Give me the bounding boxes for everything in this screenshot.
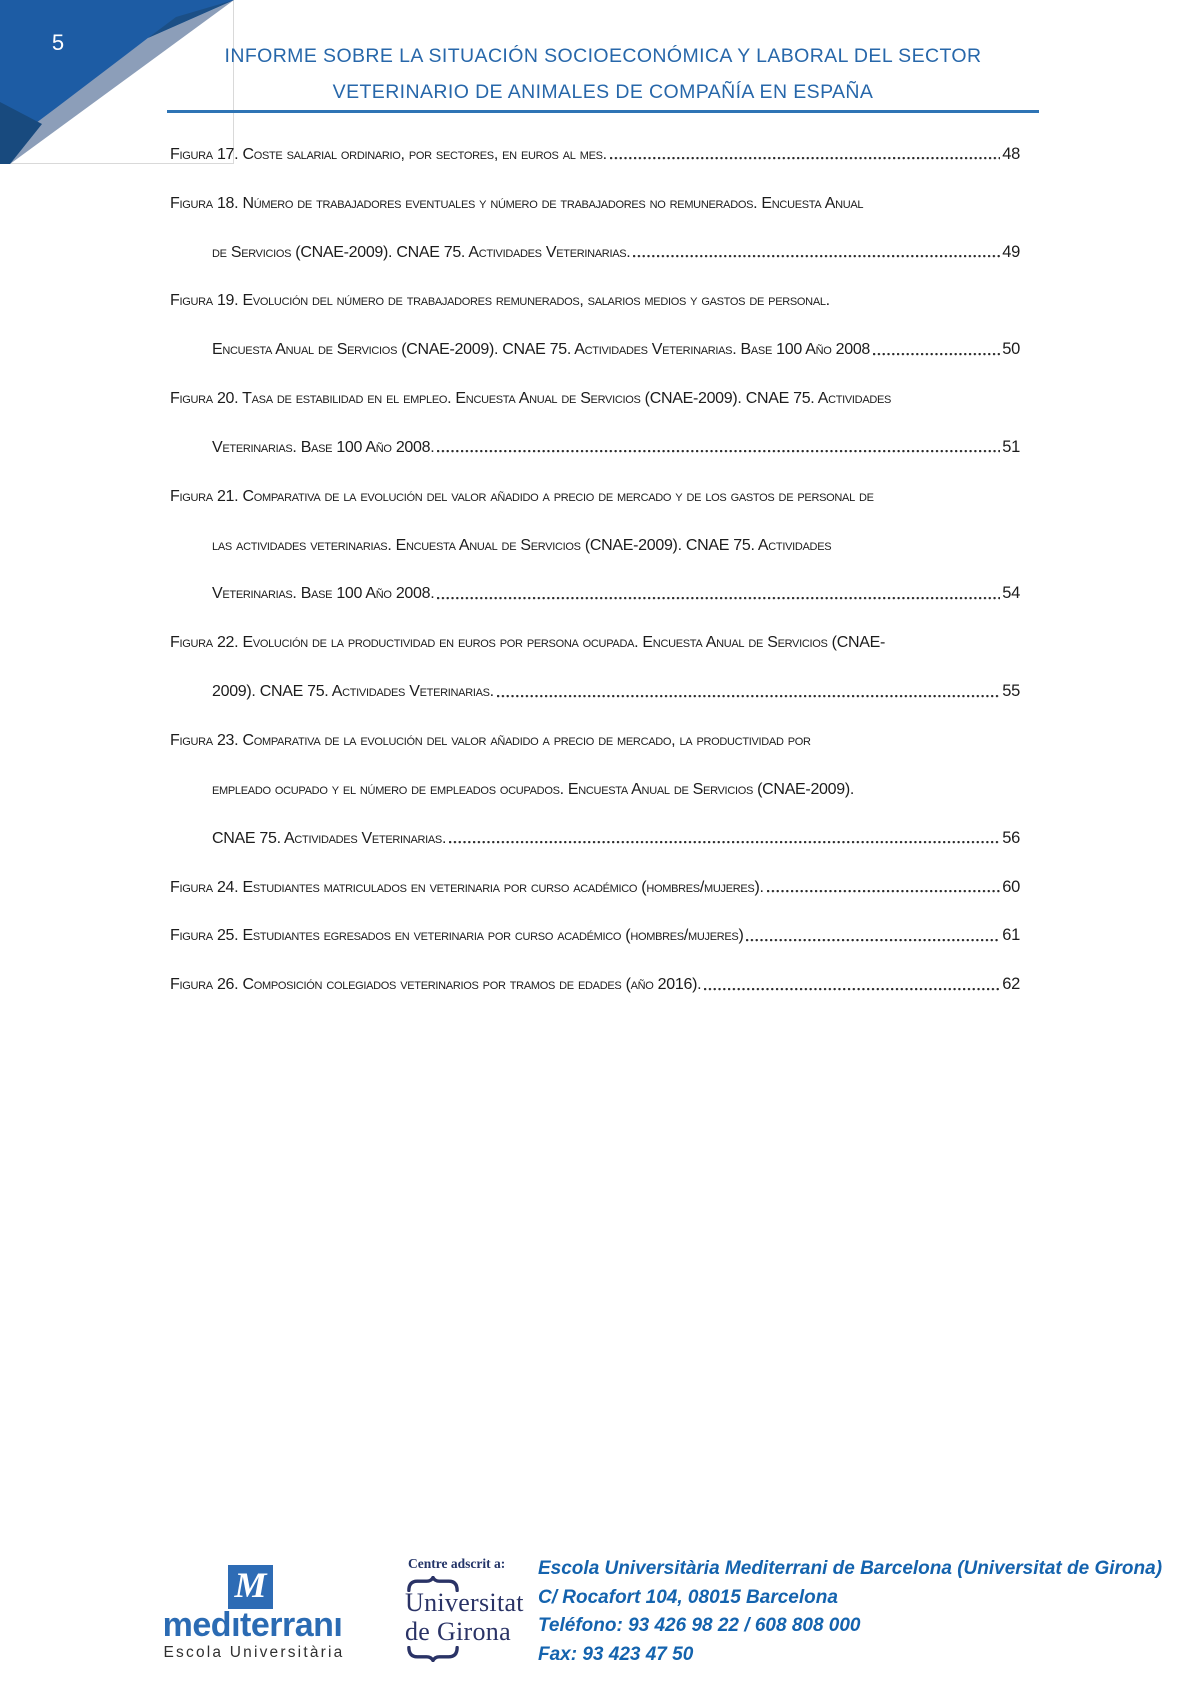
report-header bbox=[167, 0, 1039, 113]
toc-line bbox=[170, 799, 1020, 848]
toc-line bbox=[170, 262, 1020, 311]
dot-leader bbox=[610, 154, 1000, 164]
toc-entry-text: Figura 21. Comparativa de la evolución del valor añadido a precio de mercado y de los gastos de personal de bbox=[170, 487, 874, 505]
toc-line bbox=[170, 555, 1020, 604]
toc-entry-text: 2009). CNAE 75. Actividades Veterinarias. bbox=[212, 683, 494, 701]
udg-name-line1: Universitat bbox=[405, 1588, 524, 1617]
toc-page-number: 56 bbox=[1002, 828, 1020, 847]
contact-line-address: C/ Rocafort 104, 08015 Barcelona bbox=[538, 1586, 838, 1608]
mediterrani-logo-icon bbox=[228, 1565, 273, 1609]
toc-line bbox=[170, 457, 1020, 506]
toc-entry-figura-25 bbox=[170, 897, 1020, 946]
toc-entry-text: Figura 20. Tasa de estabilidad en el empleo. Encuesta Anual de Servicios (CNAE-2009). CNAE 75. Actividades bbox=[170, 390, 892, 408]
page-number: 5 bbox=[51, 30, 65, 55]
dot-leader bbox=[449, 838, 1000, 848]
toc-line bbox=[170, 310, 1020, 359]
toc-page-number: 54 bbox=[1002, 584, 1020, 603]
dot-leader bbox=[704, 984, 1000, 994]
toc-entry-text: las actividades veterinarias. Encuesta Anual de Servicios (CNAE-2009). CNAE 75. Actividades bbox=[212, 536, 832, 554]
contact-line-school: Escola Universitària Mediterrani de Barcelona (Universitat de Girona) bbox=[538, 1558, 1163, 1579]
report-title-line2: VETERINARIO DE ANIMALES DE COMPAÑÍA EN ESPAÑA bbox=[332, 81, 874, 103]
toc-entry-text: Encuesta Anual de Servicios (CNAE-2009). CNAE 75. Actividades Veterinarias. Base 100 Año 2008 bbox=[212, 341, 871, 359]
toc-page-number: 60 bbox=[1002, 877, 1020, 896]
toc-entry-figura-24 bbox=[170, 848, 1020, 897]
toc-entry-figura-23 bbox=[170, 701, 1020, 848]
dot-leader bbox=[437, 447, 1000, 457]
toc-entry-text: Figura 25. Estudiantes egresados en veterinaria por curso académico (hombres/mujeres) bbox=[170, 927, 744, 945]
toc-line bbox=[170, 115, 1020, 164]
contact-line-fax: Fax: 93 423 47 50 bbox=[538, 1643, 694, 1665]
toc-page-number: 55 bbox=[1002, 682, 1020, 701]
dot-leader bbox=[873, 349, 1000, 359]
toc-entry-figura-22 bbox=[170, 603, 1020, 701]
contact-line-phone: Teléfono: 93 426 98 22 / 608 808 000 bbox=[538, 1615, 861, 1637]
report-title-line1: INFORME SOBRE LA SITUACIÓN SOCIOECONÓMICA Y LABORAL DEL SECTOR bbox=[224, 45, 982, 67]
contact-info bbox=[538, 1555, 1162, 1669]
toc-line bbox=[170, 359, 1020, 408]
dot-leader bbox=[497, 691, 1000, 701]
toc-line bbox=[170, 506, 1020, 555]
toc-entry-text: Veterinarias. Base 100 Año 2008. bbox=[212, 585, 435, 603]
toc-page-number: 48 bbox=[1002, 144, 1020, 163]
mediterrani-monogram-m: M bbox=[234, 1565, 267, 1605]
udg-name-line2: de Girona bbox=[405, 1617, 511, 1646]
toc-entry-figura-18 bbox=[170, 164, 1020, 262]
toc-page-number: 61 bbox=[1002, 926, 1020, 945]
dot-leader bbox=[437, 593, 1000, 603]
toc-line bbox=[170, 750, 1020, 799]
mediterrani-wordmark: medıterranı bbox=[162, 1606, 343, 1644]
toc-entry-text: Figura 23. Comparativa de la evolución del valor añadido a precio de mercado, la productividad por bbox=[170, 731, 811, 749]
udg-caption: Centre adscrit a: bbox=[408, 1556, 506, 1571]
toc-entry-text: Figura 22. Evolución de la productividad en euros por persona ocupada. Encuesta Anual de Servicios (CNAE- bbox=[170, 634, 885, 652]
toc-entry-text: empleado ocupado y el número de empleados ocupados. Encuesta Anual de Servicios (CNAE-2009). bbox=[212, 780, 855, 798]
toc-entry-figura-26 bbox=[170, 945, 1020, 994]
toc-entry-text: Figura 18. Número de trabajadores eventuales y número de trabajadores no remunerados. Encuesta Anual bbox=[170, 194, 864, 212]
toc-page-number: 62 bbox=[1002, 975, 1020, 994]
toc-entry-text: de Servicios (CNAE-2009). CNAE 75. Actividades Veterinarias. bbox=[212, 243, 631, 261]
toc-line bbox=[170, 897, 1020, 946]
toc-line bbox=[170, 213, 1020, 262]
toc-line bbox=[170, 603, 1020, 652]
toc-line bbox=[170, 408, 1020, 457]
toc-page-number: 51 bbox=[1002, 437, 1020, 456]
dot-leader bbox=[746, 935, 1000, 945]
toc-line bbox=[170, 164, 1020, 213]
toc-entry-figura-19 bbox=[170, 262, 1020, 360]
toc-entry-text: CNAE 75. Actividades Veterinarias. bbox=[212, 829, 447, 847]
toc-entry-figura-20 bbox=[170, 359, 1020, 457]
toc-entry-figura-17 bbox=[170, 115, 1020, 164]
toc-entry-text: Figura 17. Coste salarial ordinario, por sectores, en euros al mes. bbox=[170, 145, 607, 163]
toc-page-number: 50 bbox=[1002, 340, 1020, 359]
toc-line bbox=[170, 701, 1020, 750]
toc-entry-text: Figura 24. Estudiantes matriculados en veterinaria por curso académico (hombres/mujeres). bbox=[170, 878, 764, 896]
udg-brace-bottom-icon bbox=[407, 1646, 459, 1662]
toc-entry-text: Veterinarias. Base 100 Año 2008. bbox=[212, 438, 435, 456]
toc-entry-figura-21 bbox=[170, 457, 1020, 604]
toc-line bbox=[170, 848, 1020, 897]
toc-entry-text: Figura 26. Composición colegiados veterinarios por tramos de edades (año 2016). bbox=[170, 976, 702, 994]
dot-leader bbox=[767, 887, 1001, 897]
toc-page-number: 49 bbox=[1002, 242, 1020, 261]
toc-line bbox=[170, 652, 1020, 701]
mediterrani-subtitle: Escola Universitària bbox=[163, 1644, 345, 1661]
toc-line bbox=[170, 945, 1020, 994]
toc-entry-text: Figura 19. Evolución del número de trabajadores remunerados, salarios medios y gastos de personal. bbox=[170, 292, 830, 310]
list-of-figures bbox=[170, 115, 1020, 994]
dot-leader bbox=[633, 252, 1000, 262]
